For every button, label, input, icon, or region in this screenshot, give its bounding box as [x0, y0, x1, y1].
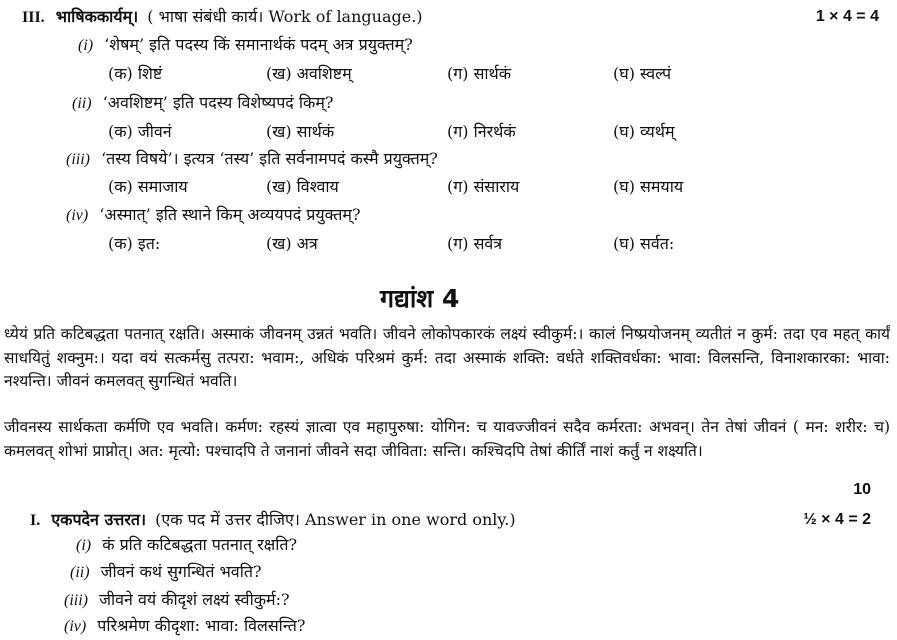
question-number: (iii) — [66, 151, 90, 168]
question-item — [64, 614, 305, 636]
section-3-subtitle: ( भाषा संबंधी कार्य। Work of language.) — [147, 7, 423, 26]
question-item — [64, 588, 290, 610]
section-3-marks: 1 × 4 = 4 — [815, 8, 879, 25]
option-d: (घ) सर्वत: — [613, 234, 675, 253]
section-1-subtitle: (एक पद में उत्तर दीजिए। Answer in one word only.) — [155, 510, 516, 529]
section-3-header — [22, 5, 423, 27]
question-number: (ii) — [70, 564, 90, 581]
question-item — [76, 533, 297, 555]
question-number: (ii) — [72, 95, 92, 112]
option-b: (ख) सार्थकं — [266, 122, 335, 141]
section-3-number: III. — [22, 9, 45, 26]
question-item — [72, 91, 333, 113]
option-b: (ख) अत्र — [266, 234, 318, 253]
section-1-header — [30, 508, 516, 530]
option-d: (घ) व्यर्थम् — [613, 122, 675, 141]
question-text: ‘शेषम्’ इति पदस्य किं समानार्थकं पदम् अत्र प्रयुक्तम्? — [104, 35, 413, 54]
question-number: (iii) — [64, 592, 88, 609]
question-item — [66, 147, 438, 169]
option-a: (क) जीवनं — [108, 122, 172, 141]
option-c: (ग) निरर्थकं — [447, 122, 516, 141]
question-text: ‘अवशिष्टम्’ इति पदस्य विशेष्यपदं किम्? — [102, 93, 334, 112]
question-item — [70, 560, 262, 582]
question-item — [78, 33, 413, 55]
question-item — [66, 203, 361, 225]
question-text: ‘तस्य विषये’। इत्यत्र ‘तस्य’ इति सर्वनामपदं कस्मै प्रयुक्तम्? — [101, 149, 438, 168]
question-number: (iv) — [64, 618, 87, 635]
section-3-title: भाषिककार्यम्। — [55, 7, 139, 26]
option-c: (ग) संसाराय — [447, 177, 520, 196]
option-d: (घ) समयाय — [613, 177, 684, 196]
question-text: जीवने वयं कीदृशं लक्ष्यं स्वीकुर्म:? — [99, 590, 290, 609]
passage-paragraph-1: ध्येयं प्रति कटिबद्धता पतनात् रक्षति। अस्माकं जीवनम् उन्नतं भवति। जीवने लोकोपकारकं लक्ष्यं स्वीकुर्म:। कालं निष्प्रयोजनम् व्यतीतं न कुर्म: तदा एव महत् कार्यं साधयितुं शक्नुम:। यदा वयं सत्कर्मसु तत्परा: भवाम:, अधिकं परिश्रमं कुर्म: तदा अस्माकं शक्ति: वर्धते शक्तिवर्धका: भावा: विलसन्ति, विनाशकारका: भावा: नश्यन्ति। जीवनं कमलवत् सुगन्धितं भवति। — [4, 325, 890, 390]
question-number: (i) — [78, 37, 94, 54]
question-number: (iv) — [66, 207, 89, 224]
option-a: (क) शिष्टं — [108, 64, 163, 83]
option-a: (क) इत: — [108, 234, 161, 253]
question-text: कं प्रति कटिबद्धता पतनात् रक्षति? — [102, 535, 298, 554]
section-1-title: एकपदेन उत्तरत। — [51, 510, 147, 529]
option-b: (ख) विश्वाय — [266, 177, 339, 196]
question-text: परिश्रमेण कीदृशा: भावा: विलसन्ति? — [97, 616, 306, 635]
option-c: (ग) सर्वत्र — [447, 234, 503, 253]
section-1-marks: ½ × 4 = 2 — [803, 511, 871, 528]
question-number: (i) — [76, 537, 92, 554]
passage-heading: गद्यांश 4 — [380, 284, 460, 313]
option-a: (क) समाजाय — [108, 177, 188, 196]
question-text: ‘अस्मात्’ इति स्थाने किम् अव्ययपदं प्रयुक्तम्? — [99, 205, 361, 224]
section-1-number: I. — [30, 512, 41, 529]
option-d: (घ) स्वल्पं — [613, 64, 672, 83]
option-c: (ग) सार्थकं — [447, 64, 512, 83]
option-b: (ख) अवशिष्टम् — [266, 64, 352, 83]
passage-paragraph-2: जीवनस्य सार्थकता कर्मणि एव भवति। कर्मण: रहस्यं ज्ञात्वा एव महापुरुषा: योगिन: च यावज्जीवनं सदैव कर्मरता: अभवन्। तेन तेषां जीवनं ( मन: शरीर: च) कमलवत् शोभां प्राप्नोत्। अत: मृत्यो: पश्चादपि ते जनानां जीवने सदा जीविता: सन्ति। कश्चिदपि तेषां कीर्तिं नाशं कर्तुं न शक्ष्यति। — [4, 418, 890, 460]
passage-marks: 10 — [853, 481, 871, 498]
question-text: जीवनं कथं सुगन्धितं भवति? — [100, 562, 262, 581]
